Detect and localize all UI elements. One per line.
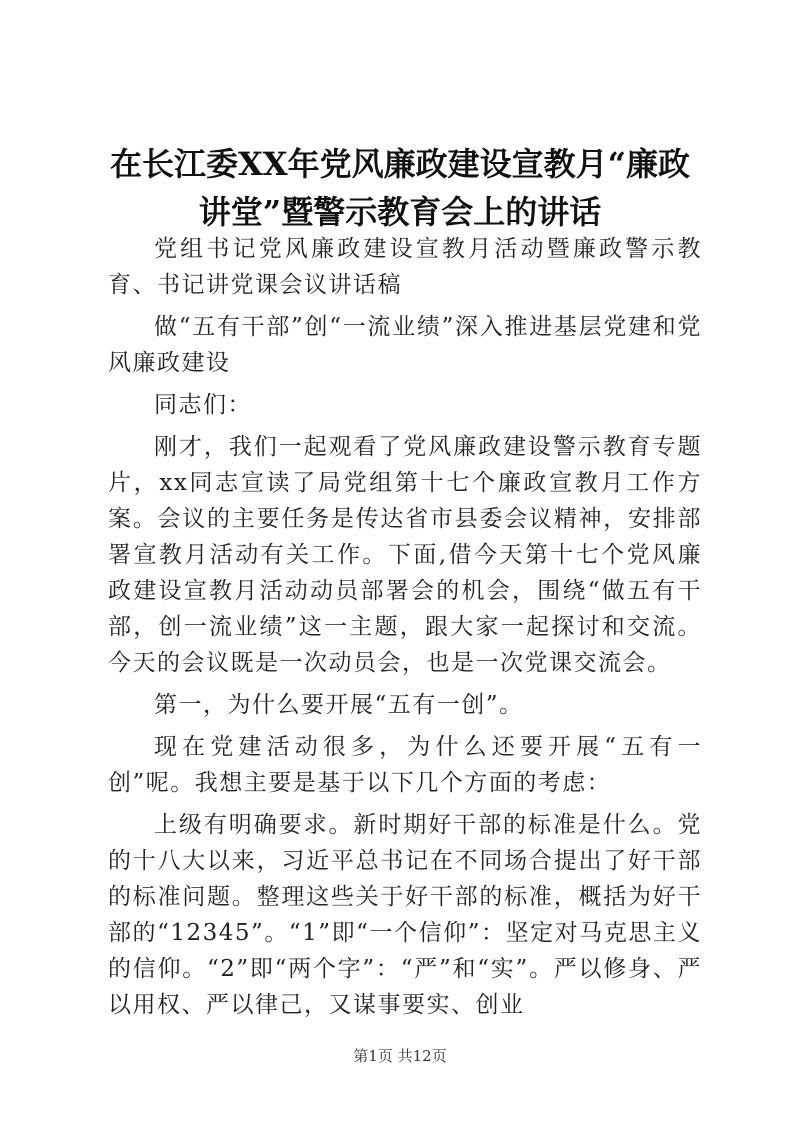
paragraph-section-heading: 第一，为什么要开展“五有一创”。 [154, 692, 524, 718]
document-body [108, 231, 702, 1029]
paragraph-reason: 现在党建活动很多，为什么还要开展“五有一创”呢。我想主要是基于以下几个方面的考虑： [108, 734, 702, 796]
paragraph-theme: 做“五有干部”创“一流业绩”深入推进基层党建和党风廉政建设 [108, 314, 702, 376]
paragraph-requirements: 上级有明确要求。新时期好干部的标准是什么。党的十八大以来，习近平总书记在不同场合提出了好干部的标准问题。整理这些关于好干部的标准，概括为好干部的“12345”。“1”即“一个信仰”：坚定对马克思主义的信仰。“2”即“两个字”：“严”和“实”。严以修身、严以用权、严以律己，又谋事要实、创业 [108, 812, 702, 1018]
paragraph-subtitle: 党组书记党风廉政建设宣教月活动暨廉政警示教育、书记讲党课会议讲话稿 [108, 236, 702, 298]
document-title: 在长江委XX年党风廉政建设宣教月“廉政讲堂”暨警示教育会上的讲话 [109, 145, 691, 231]
paragraph-intro: 刚才，我们一起观看了党风廉政建设警示教育专题片，xx同志宣读了局党组第十七个廉政宣教月工作方案。会议的主要任务是传达省市县委会议精神，安排部署宣教月活动有关工作。下面,借今天第十七个党风廉政建设宣教月活动动员部署会的机会，围绕“做五有干部，创一流业绩”这一主题，跟大家一起探讨和交流。今天的会议既是一次动员会，也是一次党课交流会。 [108, 434, 702, 676]
paragraph-greeting: 同志们： [154, 392, 252, 418]
page-footer: 第1页 共12页 [353, 1047, 447, 1065]
